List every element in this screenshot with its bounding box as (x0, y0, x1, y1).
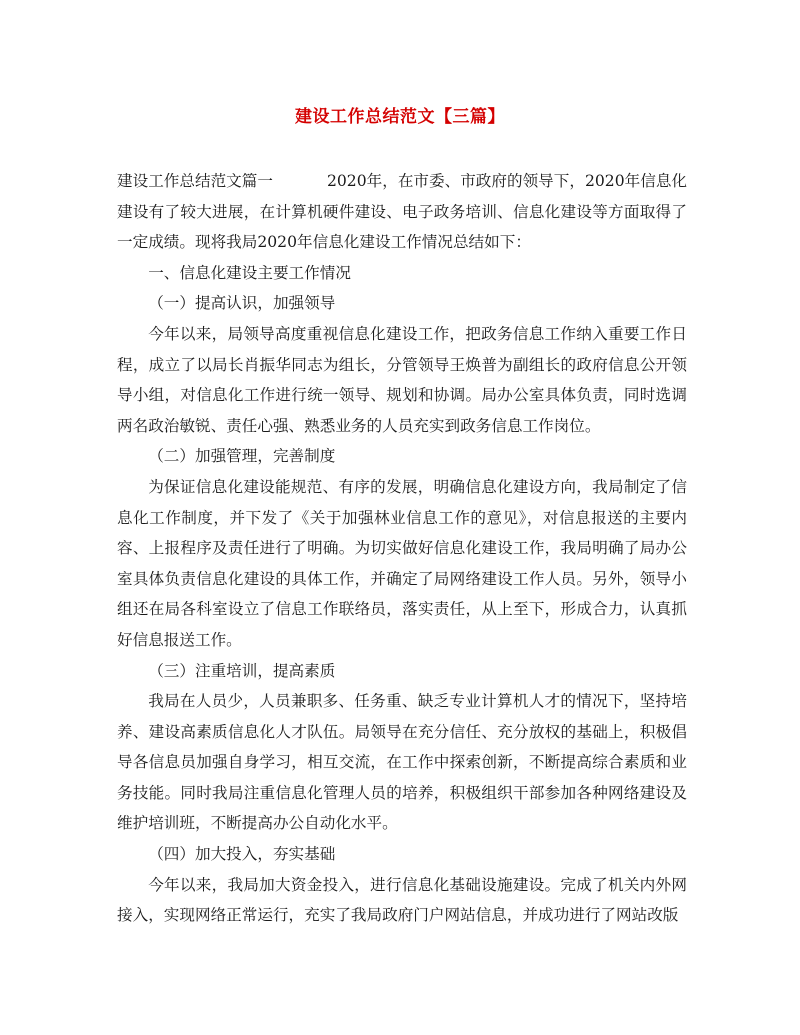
sub-1-paragraph: 今年以来，局领导高度重视信息化建设工作，把政务信息工作纳入重要工作日程，成立了以局长肖振华同志为组长，分管领导王焕普为副组长的政府信息公开领导小组，对信息化工作进行统一领导、规划和协调。局办公室具体负责，同时选调两名政治敏锐、责任心强、熟悉业务的人员充实到政务信息工作岗位。 (117, 324, 687, 435)
intro-paragraph (117, 166, 687, 258)
document-body (117, 166, 687, 931)
sub-4-paragraph: 今年以来，我局加大资金投入，进行信息化基础设施建设。完成了机关内外网接入，实现网络正常运行，充实了我局政府门户网站信息，并成功进行了网站改版 (117, 875, 687, 925)
sub-2-paragraph: 为保证信息化建设能规范、有序的发展，明确信息化建设方向，我局制定了信息化工作制度，并下发了《关于加强林业信息工作的意见》，对信息报送的主要内容、上报程序及责任进行了明确。为切实做好信息化建设工作，我局明确了局办公室具体负责信息化建设的具体工作，并确定了局网络建设工作人员。另外，领导小组还在局各科室设立了信息工作联络员，落实责任，从上至下，形成合力，认真抓好信息报送工作。 (117, 477, 687, 649)
sub-3-heading: （三）注重培训，提高素质 (148, 661, 336, 680)
document-title: 建设工作总结范文【三篇】 (295, 107, 505, 127)
intro-text: 2020年，在市委、市政府的领导下，2020年信息化建设有了较大进展，在计算机硬件建设、电子政务培训、信息化建设等方面取得了一定成绩。现将我局2020年信息化建设工作情况总结如下： (117, 172, 688, 252)
section-1-heading: 一、信息化建设主要工作情况 (148, 263, 351, 282)
sub-1-heading: （一）提高认识，加强领导 (148, 294, 336, 313)
sub-3-paragraph: 我局在人员少，人员兼职多、任务重、缺乏专业计算机人才的情况下，坚持培养、建设高素质信息化人才队伍。局领导在充分信任、充分放权的基础上，积极倡导各信息员加强自身学习，相互交流，在工作中探索创新，不断提高综合素质和业务技能。同时我局注重信息化管理人员的培养，积极组织干部参加各种网络建设及维护培训班，不断提高办公自动化水平。 (117, 692, 687, 833)
intro-label: 建设工作总结范文篇一 (117, 172, 273, 190)
sub-2-heading: （二）加强管理，完善制度 (148, 447, 336, 466)
sub-4-heading: （四）加大投入，夯实基础 (148, 845, 336, 864)
